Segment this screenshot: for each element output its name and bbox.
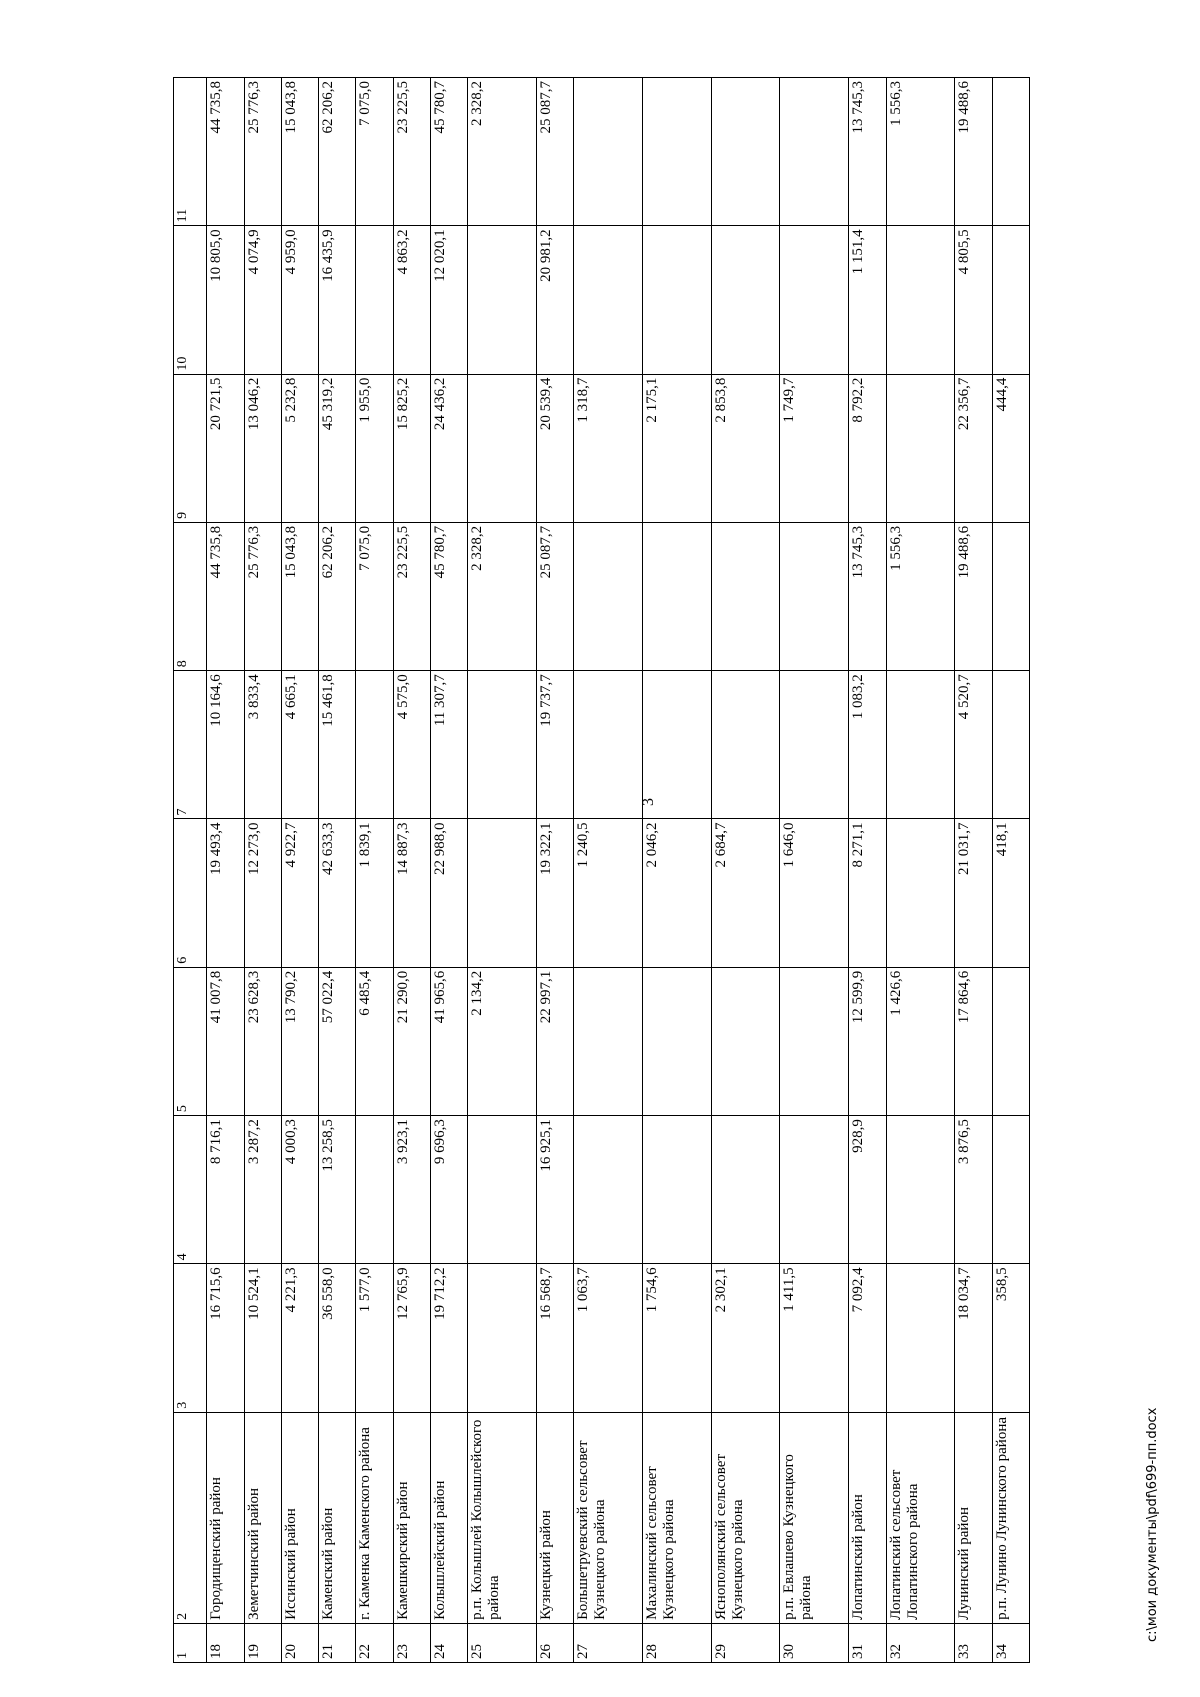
value-cell xyxy=(573,671,642,819)
page-number: 3 xyxy=(640,798,657,806)
value-cell: 16 435,9 xyxy=(319,226,356,374)
header-cell: 11 xyxy=(174,78,207,226)
value-cell: 1 749,7 xyxy=(780,374,849,522)
value-cell xyxy=(886,819,955,967)
value-cell: 444,4 xyxy=(992,374,1029,522)
header-cell: 7 xyxy=(174,671,207,819)
value-cell: 16 568,7 xyxy=(536,1264,573,1412)
value-cell: 19 493,4 xyxy=(207,819,244,967)
value-cell: 22 988,0 xyxy=(430,819,467,967)
value-cell: 13 790,2 xyxy=(281,967,318,1115)
value-cell: 20 539,4 xyxy=(536,374,573,522)
row-number-cell: 18 xyxy=(207,1623,244,1662)
header-cell: 5 xyxy=(174,967,207,1115)
value-cell: 21 290,0 xyxy=(393,967,430,1115)
value-cell xyxy=(711,1116,780,1264)
value-cell: 12 765,9 xyxy=(393,1264,430,1412)
value-cell: 8 271,1 xyxy=(849,819,886,967)
value-cell: 4 074,9 xyxy=(244,226,281,374)
value-cell xyxy=(467,226,536,374)
district-name-cell: р.п. Лунино Лунинского района xyxy=(992,1412,1029,1623)
value-cell: 21 031,7 xyxy=(955,819,992,967)
value-cell: 1 839,1 xyxy=(356,819,393,967)
table-row xyxy=(992,78,1029,1663)
value-cell: 10 164,6 xyxy=(207,671,244,819)
value-cell: 3 876,5 xyxy=(955,1116,992,1264)
value-cell: 418,1 xyxy=(992,819,1029,967)
header-cell: 2 xyxy=(174,1412,207,1623)
table-row xyxy=(319,78,356,1663)
value-cell: 19 737,7 xyxy=(536,671,573,819)
value-cell xyxy=(780,671,849,819)
table-row xyxy=(207,78,244,1663)
value-cell: 13 745,3 xyxy=(849,522,886,670)
header-cell: 6 xyxy=(174,819,207,967)
value-cell xyxy=(992,967,1029,1115)
value-cell: 20 981,2 xyxy=(536,226,573,374)
value-cell: 1 426,6 xyxy=(886,967,955,1115)
value-cell: 44 735,8 xyxy=(207,78,244,226)
row-number-cell: 22 xyxy=(356,1623,393,1662)
footer-file-path: c:\мои документы\pdf\699-пп.docx xyxy=(1145,1407,1160,1642)
value-cell xyxy=(992,226,1029,374)
table-row xyxy=(642,78,711,1663)
value-cell xyxy=(573,522,642,670)
row-number-cell: 25 xyxy=(467,1623,536,1662)
value-cell xyxy=(886,226,955,374)
value-cell: 1 754,6 xyxy=(642,1264,711,1412)
value-cell: 1 151,4 xyxy=(849,226,886,374)
value-cell xyxy=(573,967,642,1115)
value-cell: 22 356,7 xyxy=(955,374,992,522)
value-cell: 24 436,2 xyxy=(430,374,467,522)
value-cell: 7 092,4 xyxy=(849,1264,886,1412)
value-cell: 4 520,7 xyxy=(955,671,992,819)
value-cell xyxy=(642,967,711,1115)
data-table xyxy=(173,77,1030,1663)
data-table-rotated xyxy=(173,77,1030,1663)
row-number-cell: 21 xyxy=(319,1623,356,1662)
table-row xyxy=(430,78,467,1663)
value-cell: 2 853,8 xyxy=(711,374,780,522)
value-cell: 19 712,2 xyxy=(430,1264,467,1412)
value-cell: 18 034,7 xyxy=(955,1264,992,1412)
value-cell xyxy=(886,671,955,819)
value-cell xyxy=(356,671,393,819)
value-cell: 13 745,3 xyxy=(849,78,886,226)
table-row xyxy=(244,78,281,1663)
value-cell: 6 485,4 xyxy=(356,967,393,1115)
value-cell: 16 925,1 xyxy=(536,1116,573,1264)
value-cell xyxy=(467,1264,536,1412)
value-cell: 44 735,8 xyxy=(207,522,244,670)
value-cell: 1 577,0 xyxy=(356,1264,393,1412)
value-cell: 4 922,7 xyxy=(281,819,318,967)
value-cell: 1 646,0 xyxy=(780,819,849,967)
value-cell: 16 715,6 xyxy=(207,1264,244,1412)
value-cell: 41 965,6 xyxy=(430,967,467,1115)
value-cell: 4 863,2 xyxy=(393,226,430,374)
value-cell xyxy=(992,1116,1029,1264)
value-cell xyxy=(992,78,1029,226)
value-cell: 45 780,7 xyxy=(430,522,467,670)
value-cell: 42 633,3 xyxy=(319,819,356,967)
district-name-cell: Большетруевский сельсовет Кузнецкого района xyxy=(573,1412,642,1623)
table-row xyxy=(281,78,318,1663)
district-name-cell: Камешкирский район xyxy=(393,1412,430,1623)
table-row xyxy=(356,78,393,1663)
value-cell: 62 206,2 xyxy=(319,522,356,670)
value-cell: 22 997,1 xyxy=(536,967,573,1115)
value-cell xyxy=(711,78,780,226)
value-cell xyxy=(467,671,536,819)
district-name-cell: Колышлейский район xyxy=(430,1412,467,1623)
row-number-cell: 23 xyxy=(393,1623,430,1662)
row-number-cell: 26 xyxy=(536,1623,573,1662)
district-name-cell: р.п. Евлашево Кузнецкого района xyxy=(780,1412,849,1623)
row-number-cell: 32 xyxy=(886,1623,955,1662)
value-cell: 3 287,2 xyxy=(244,1116,281,1264)
value-cell: 25 087,7 xyxy=(536,522,573,670)
row-number-cell: 19 xyxy=(244,1623,281,1662)
value-cell: 4 575,0 xyxy=(393,671,430,819)
table-row xyxy=(886,78,955,1663)
row-number-cell: 28 xyxy=(642,1623,711,1662)
district-name-cell: Лопатинский сельсовет Лопатинского района xyxy=(886,1412,955,1623)
value-cell: 1 411,5 xyxy=(780,1264,849,1412)
value-cell xyxy=(780,226,849,374)
value-cell: 19 322,1 xyxy=(536,819,573,967)
value-cell xyxy=(467,819,536,967)
district-name-cell: Лопатинский район xyxy=(849,1412,886,1623)
value-cell: 23 628,3 xyxy=(244,967,281,1115)
table-row xyxy=(955,78,992,1663)
value-cell xyxy=(711,522,780,670)
value-cell: 2 046,2 xyxy=(642,819,711,967)
district-name-cell: Махалинский сельсовет Кузнецкого района xyxy=(642,1412,711,1623)
district-name-cell: г. Каменка Каменского района xyxy=(356,1412,393,1623)
value-cell: 57 022,4 xyxy=(319,967,356,1115)
value-cell: 45 319,2 xyxy=(319,374,356,522)
value-cell: 12 599,9 xyxy=(849,967,886,1115)
value-cell xyxy=(711,967,780,1115)
value-cell xyxy=(356,1116,393,1264)
value-cell: 25 776,3 xyxy=(244,522,281,670)
value-cell: 2 328,2 xyxy=(467,78,536,226)
value-cell: 3 923,1 xyxy=(393,1116,430,1264)
value-cell: 1 083,2 xyxy=(849,671,886,819)
value-cell: 928,9 xyxy=(849,1116,886,1264)
header-row xyxy=(174,78,207,1663)
value-cell: 3 833,4 xyxy=(244,671,281,819)
row-number-cell: 20 xyxy=(281,1623,318,1662)
value-cell: 8 716,1 xyxy=(207,1116,244,1264)
row-number-cell: 34 xyxy=(992,1623,1029,1662)
row-number-cell: 24 xyxy=(430,1623,467,1662)
value-cell xyxy=(992,671,1029,819)
value-cell: 4 221,3 xyxy=(281,1264,318,1412)
row-number-cell: 31 xyxy=(849,1623,886,1662)
district-name-cell: Земетчинский район xyxy=(244,1412,281,1623)
value-cell: 23 225,5 xyxy=(393,78,430,226)
value-cell: 45 780,7 xyxy=(430,78,467,226)
value-cell xyxy=(886,374,955,522)
value-cell: 17 864,6 xyxy=(955,967,992,1115)
value-cell: 8 792,2 xyxy=(849,374,886,522)
value-cell: 7 075,0 xyxy=(356,78,393,226)
value-cell xyxy=(642,78,711,226)
value-cell xyxy=(886,1116,955,1264)
district-name-cell: Каменский район xyxy=(319,1412,356,1623)
value-cell: 358,5 xyxy=(992,1264,1029,1412)
header-cell: 8 xyxy=(174,522,207,670)
value-cell: 13 046,2 xyxy=(244,374,281,522)
value-cell: 10 805,0 xyxy=(207,226,244,374)
header-cell: 3 xyxy=(174,1264,207,1412)
value-cell: 12 020,1 xyxy=(430,226,467,374)
value-cell: 2 175,1 xyxy=(642,374,711,522)
value-cell: 9 696,3 xyxy=(430,1116,467,1264)
value-cell: 13 258,5 xyxy=(319,1116,356,1264)
row-number-cell: 33 xyxy=(955,1623,992,1662)
value-cell: 62 206,2 xyxy=(319,78,356,226)
value-cell xyxy=(780,78,849,226)
value-cell: 2 134,2 xyxy=(467,967,536,1115)
header-cell: 1 xyxy=(174,1623,207,1662)
value-cell: 4 959,0 xyxy=(281,226,318,374)
value-cell: 25 776,3 xyxy=(244,78,281,226)
value-cell: 4 665,1 xyxy=(281,671,318,819)
value-cell: 2 302,1 xyxy=(711,1264,780,1412)
value-cell: 41 007,8 xyxy=(207,967,244,1115)
value-cell: 15 043,8 xyxy=(281,522,318,670)
table-row xyxy=(536,78,573,1663)
value-cell xyxy=(573,78,642,226)
header-cell: 9 xyxy=(174,374,207,522)
value-cell xyxy=(642,1116,711,1264)
value-cell: 1 955,0 xyxy=(356,374,393,522)
table-row xyxy=(849,78,886,1663)
value-cell: 10 524,1 xyxy=(244,1264,281,1412)
value-cell: 4 000,3 xyxy=(281,1116,318,1264)
value-cell xyxy=(780,522,849,670)
table-row xyxy=(711,78,780,1663)
value-cell: 14 887,3 xyxy=(393,819,430,967)
value-cell: 4 805,5 xyxy=(955,226,992,374)
value-cell: 2 328,2 xyxy=(467,522,536,670)
value-cell xyxy=(780,967,849,1115)
value-cell: 19 488,6 xyxy=(955,78,992,226)
value-cell xyxy=(467,374,536,522)
value-cell: 20 721,5 xyxy=(207,374,244,522)
district-name-cell: Иссинский район xyxy=(281,1412,318,1623)
row-number-cell: 29 xyxy=(711,1623,780,1662)
header-cell: 10 xyxy=(174,226,207,374)
row-number-cell: 30 xyxy=(780,1623,849,1662)
value-cell xyxy=(356,226,393,374)
value-cell xyxy=(711,226,780,374)
value-cell: 1 556,3 xyxy=(886,78,955,226)
header-cell: 4 xyxy=(174,1116,207,1264)
value-cell: 1 318,7 xyxy=(573,374,642,522)
table-row xyxy=(393,78,430,1663)
value-cell: 36 558,0 xyxy=(319,1264,356,1412)
table-row xyxy=(573,78,642,1663)
value-cell: 1 556,3 xyxy=(886,522,955,670)
row-number-cell: 27 xyxy=(573,1623,642,1662)
value-cell: 7 075,0 xyxy=(356,522,393,670)
value-cell: 12 273,0 xyxy=(244,819,281,967)
value-cell: 11 307,7 xyxy=(430,671,467,819)
district-name-cell: Лунинский район xyxy=(955,1412,992,1623)
table-row xyxy=(467,78,536,1663)
value-cell: 1 063,7 xyxy=(573,1264,642,1412)
value-cell: 25 087,7 xyxy=(536,78,573,226)
value-cell: 15 043,8 xyxy=(281,78,318,226)
value-cell xyxy=(886,1264,955,1412)
value-cell xyxy=(467,1116,536,1264)
value-cell xyxy=(711,671,780,819)
value-cell: 15 825,2 xyxy=(393,374,430,522)
value-cell xyxy=(780,1116,849,1264)
value-cell xyxy=(642,522,711,670)
value-cell xyxy=(992,522,1029,670)
value-cell: 5 232,8 xyxy=(281,374,318,522)
district-name-cell: Кузнецкий район xyxy=(536,1412,573,1623)
value-cell: 1 240,5 xyxy=(573,819,642,967)
district-name-cell: р.п. Колышлей Колышлейского района xyxy=(467,1412,536,1623)
value-cell: 19 488,6 xyxy=(955,522,992,670)
value-cell xyxy=(642,226,711,374)
value-cell: 2 684,7 xyxy=(711,819,780,967)
district-name-cell: Яснополянский сельсовет Кузнецкого района xyxy=(711,1412,780,1623)
table-row xyxy=(780,78,849,1663)
value-cell xyxy=(642,671,711,819)
value-cell xyxy=(573,226,642,374)
value-cell: 15 461,8 xyxy=(319,671,356,819)
district-name-cell: Городищенский район xyxy=(207,1412,244,1623)
value-cell xyxy=(573,1116,642,1264)
value-cell: 23 225,5 xyxy=(393,522,430,670)
